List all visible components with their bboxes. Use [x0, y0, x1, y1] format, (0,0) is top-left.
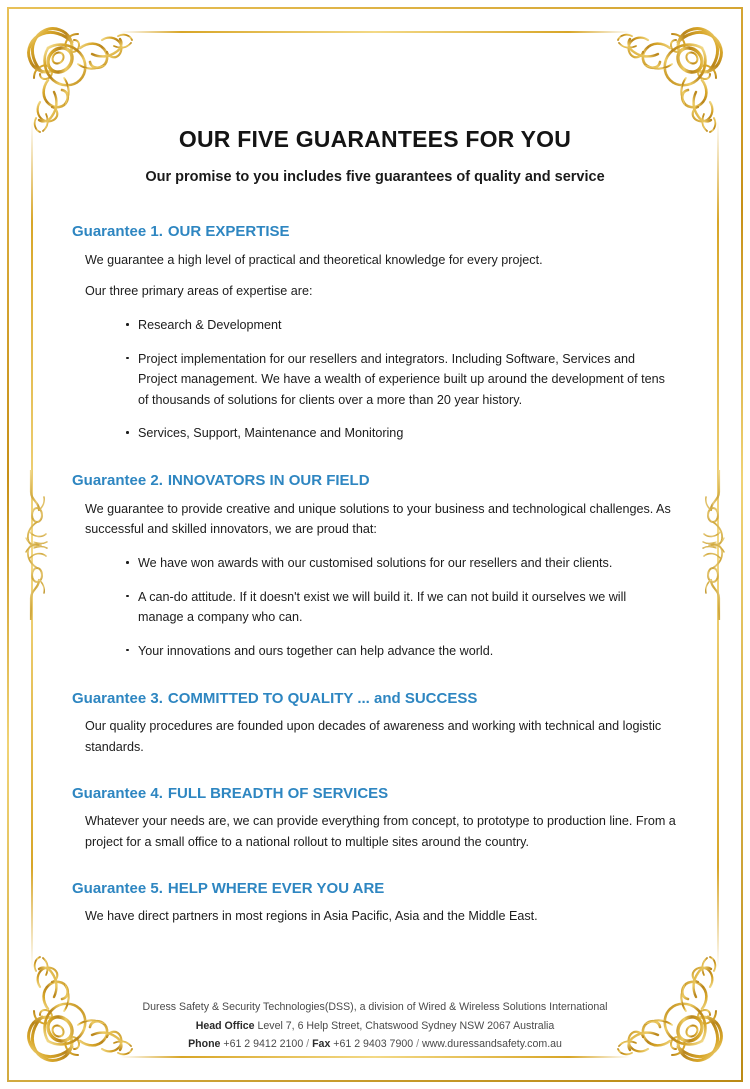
guarantee-section-3 — [68, 689, 682, 757]
list-item: Your innovations and ours together can help advance the world. — [126, 641, 674, 661]
section-spacer — [68, 667, 682, 689]
footer-contact-line — [90, 1035, 660, 1053]
footer-phone-value: +61 2 9412 2100 — [223, 1037, 304, 1050]
section-spacer — [68, 863, 682, 879]
guarantee-title-4: FULL BREADTH OF SERVICES — [167, 785, 389, 803]
list-item: Services, Support, Maintenance and Monitoring — [126, 423, 674, 443]
guarantee-bullet-list-2 — [68, 553, 682, 661]
guarantee-section-2 — [68, 471, 682, 661]
footer-separator: / — [306, 1037, 310, 1050]
footer-fax-value: +61 2 9403 7900 — [333, 1037, 414, 1050]
footer-address-line — [90, 1017, 660, 1035]
guarantee-section-4 — [68, 784, 682, 852]
guarantee-paragraph: We have direct partners in most regions in Asia Pacific, Asia and the Middle East. — [85, 909, 538, 924]
section-spacer — [68, 768, 682, 784]
guarantee-heading-2 — [72, 471, 682, 491]
guarantee-number-5: Guarantee 5. — [72, 880, 163, 898]
guarantee-number-3: Guarantee 3. — [72, 690, 163, 708]
page-title: OUR FIVE GUARANTEES FOR YOU — [178, 126, 572, 152]
guarantee-heading-4 — [72, 784, 682, 804]
guarantee-bullet-list-1 — [68, 315, 682, 443]
footer-phone-label: Phone — [188, 1037, 221, 1050]
guarantee-title-5: HELP WHERE EVER YOU ARE — [167, 880, 385, 898]
guarantee-title-3: COMMITTED TO QUALITY ... and SUCCESS — [167, 690, 478, 708]
guarantee-number-2: Guarantee 2. — [72, 472, 163, 490]
guarantee-heading-5 — [72, 879, 682, 899]
guarantee-paragraph: Our three primary areas of expertise are: — [85, 284, 313, 299]
list-item: Project implementation for our resellers and integrators. Including Software, Services and Project management. We have a wealth of experience built up around the development of tens of thousands of solutions for clients over a more than 20 year history. — [126, 349, 674, 410]
guarantee-title-2: INNOVATORS IN OUR FIELD — [167, 472, 370, 490]
guarantee-sections — [68, 222, 682, 926]
guarantee-number-1: Guarantee 1. — [72, 223, 163, 241]
guarantee-heading-3 — [72, 689, 682, 709]
guarantee-title-1: OUR EXPERTISE — [167, 223, 290, 241]
footer-fax-label: Fax — [312, 1037, 331, 1050]
list-item: A can-do attitude. If it doesn't exist we will build it. If we can not build it ourselves we will manage a company who can. — [126, 587, 674, 628]
frame-line-bottom — [120, 1056, 630, 1058]
guarantee-paragraph: Whatever your needs are, we can provide everything from concept, to prototype to production line. From a project for a small office to a national rollout to multiple sites around the country. — [85, 814, 676, 849]
section-spacer — [68, 449, 682, 471]
guarantee-number-4: Guarantee 4. — [72, 785, 163, 803]
list-item: We have won awards with our customised solutions for our resellers and their clients. — [126, 553, 674, 573]
footer-office-address: Level 7, 6 Help Street, Chatswood Sydney NSW 2067 Australia — [257, 1019, 555, 1032]
footer-office-label: Head Office — [195, 1019, 255, 1032]
guarantee-section-5 — [68, 879, 682, 927]
guarantee-section-1 — [68, 222, 682, 443]
guarantee-paragraph: Our quality procedures are founded upon decades of awareness and working with technical and logistic standards. — [85, 719, 662, 754]
footer-website[interactable]: www.duressandsafety.com.au — [421, 1037, 562, 1050]
guarantee-paragraph: We guarantee to provide creative and unique solutions to your business and technological challenges. As successful and skilled innovators, we are proud that: — [85, 501, 671, 537]
list-item: Research & Development — [126, 315, 674, 335]
document-footer — [0, 998, 750, 1053]
footer-separator: / — [416, 1037, 420, 1050]
guarantee-heading-1 — [72, 222, 682, 242]
footer-company-line: Duress Safety & Security Technologies(DSS), a division of Wired & Wireless Solutions International — [142, 1001, 608, 1014]
page-subtitle: Our promise to you includes five guarantees of quality and service — [145, 168, 605, 185]
guarantee-paragraph: We guarantee a high level of practical and theoretical knowledge for every project. — [85, 252, 543, 267]
